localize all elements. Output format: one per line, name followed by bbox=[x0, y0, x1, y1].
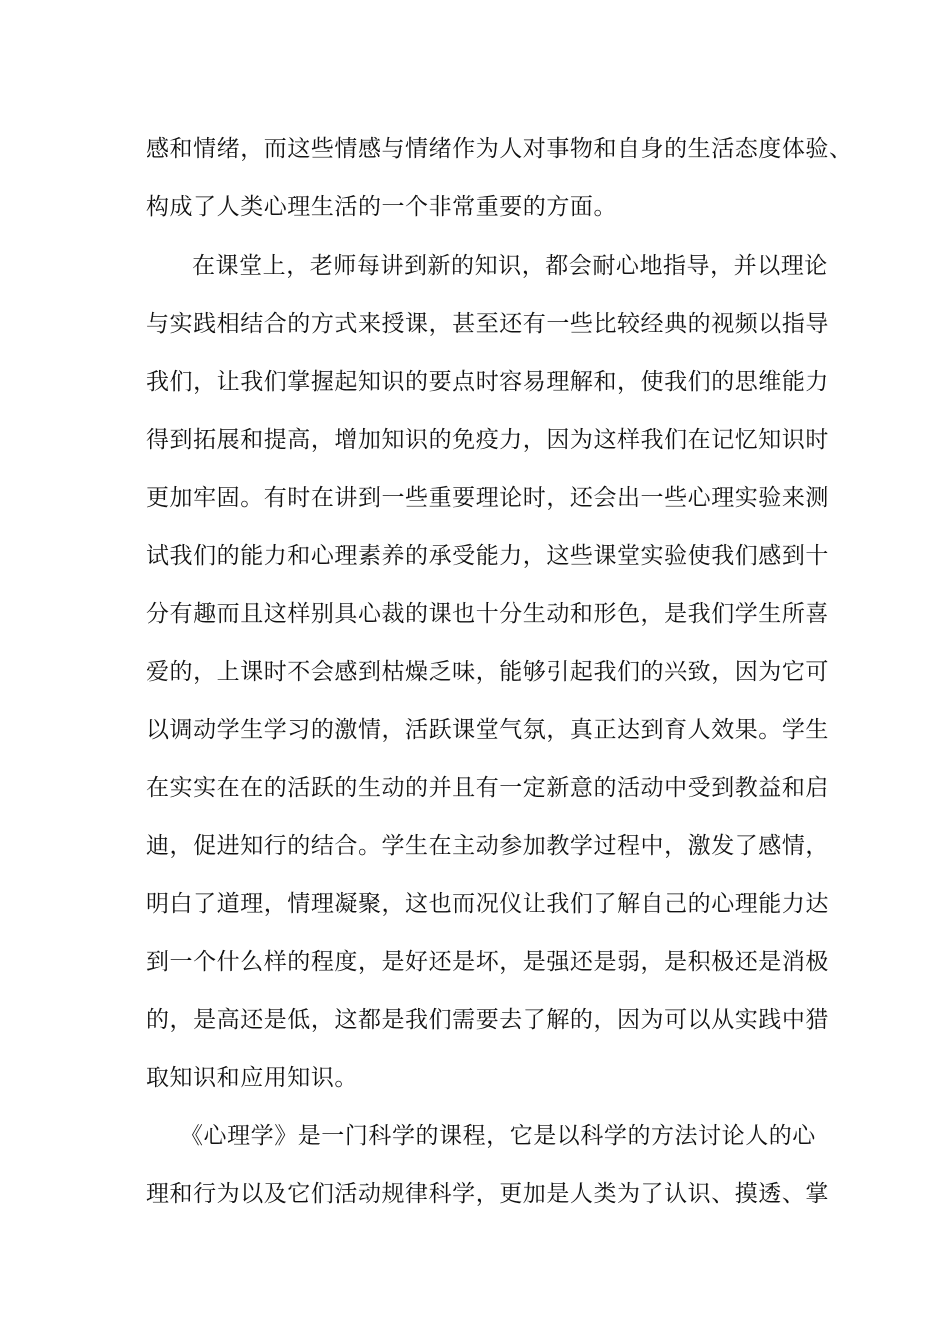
text-line bbox=[146, 826, 950, 866]
line-text: 《心理学》是一门科学的课程，它是以科学的方法讨论人的心 bbox=[180, 1123, 816, 1149]
line-text: 试我们的能力和心理素养的承受能力，这些课堂实验使我们感到十 bbox=[146, 543, 829, 569]
line-text: 更加牢固。有时在讲到一些重要理论时，还会出一些心理实验来测 bbox=[146, 485, 829, 511]
line-text: 我们，让我们掌握起知识的要点时容易理解和，使我们的思维能力 bbox=[146, 369, 829, 395]
text-line bbox=[146, 187, 950, 227]
text-line bbox=[146, 478, 950, 518]
line-text: 理和行为以及它们活动规律科学，更加是人类为了认识、摸透、掌 bbox=[146, 1181, 829, 1207]
line-text: 的，是高还是低，这都是我们需要去了解的，因为可以从实践中猎 bbox=[146, 1007, 829, 1033]
text-line bbox=[146, 942, 950, 982]
line-text: 迪，促进知行的结合。学生在主动参加教学过程中，激发了感情， bbox=[146, 833, 829, 859]
line-text: 在实实在在的活跃的生动的并且有一定新意的活动中受到教益和启 bbox=[146, 775, 829, 801]
text-line bbox=[146, 884, 950, 924]
line-text: 在课堂上，老师每讲到新的知识，都会耐心地指导，并以理论 bbox=[192, 253, 828, 279]
paragraph-first-line bbox=[192, 246, 950, 286]
text-line bbox=[146, 536, 950, 576]
text-line bbox=[146, 1000, 950, 1040]
text-line bbox=[146, 594, 950, 634]
line-text: 分有趣而且这样别具心裁的课也十分生动和形色，是我们学生所喜 bbox=[146, 601, 829, 627]
line-text: 感和情绪，而这些情感与情绪作为人对事物和自身的生活态度体验、 bbox=[146, 136, 853, 162]
line-text: 到一个什么样的程度，是好还是坏，是强还是弱，是积极还是消极 bbox=[146, 949, 829, 975]
text-line bbox=[146, 420, 950, 460]
text-line bbox=[146, 1174, 950, 1214]
text-line bbox=[146, 768, 950, 808]
line-text: 与实践相结合的方式来授课，甚至还有一些比较经典的视频以指导 bbox=[146, 311, 829, 337]
text-line bbox=[146, 1058, 950, 1098]
line-text: 明白了道理，情理凝聚，这也而况仪让我们了解自己的心理能力达 bbox=[146, 891, 829, 917]
text-line bbox=[146, 362, 950, 402]
line-text: 得到拓展和提高，增加知识的免疫力，因为这样我们在记忆知识时 bbox=[146, 427, 829, 453]
text-line bbox=[146, 129, 950, 169]
paragraph-first-line bbox=[180, 1116, 950, 1156]
line-text: 以调动学生学习的激情，活跃课堂气氛，真正达到育人效果。学生 bbox=[146, 717, 829, 743]
line-text: 构成了人类心理生活的一个非常重要的方面。 bbox=[146, 194, 617, 220]
text-line bbox=[146, 652, 950, 692]
text-line bbox=[146, 304, 950, 344]
text-line bbox=[146, 710, 950, 750]
line-text: 爱的，上课时不会感到枯燥乏味，能够引起我们的兴致，因为它可 bbox=[146, 659, 829, 685]
line-text: 取知识和应用知识。 bbox=[146, 1065, 358, 1091]
